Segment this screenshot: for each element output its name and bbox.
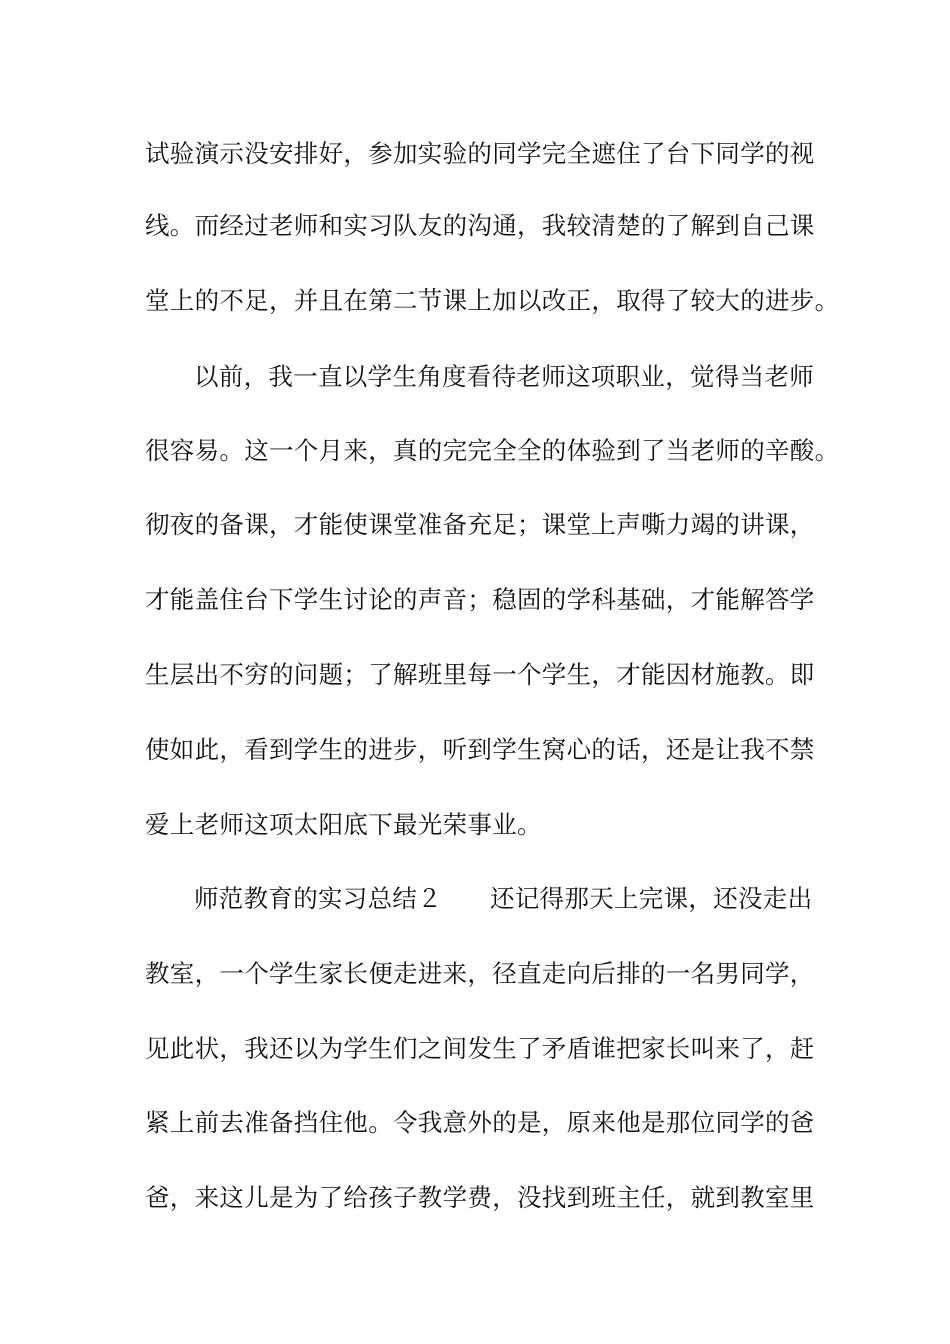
text-line: 线。而经过老师和实习队友的沟通，我较清楚的了解到自己课 bbox=[145, 211, 815, 240]
text-line: 彻夜的备课，才能使课堂准备充足；课堂上声嘶力竭的讲课， bbox=[145, 510, 815, 539]
section-heading-line bbox=[194, 884, 812, 914]
text-line: 还记得那天上完课，还没走出 bbox=[490, 884, 813, 913]
text-line: 才能盖住台下学生讨论的声音；稳固的学科基础，才能解答学 bbox=[145, 585, 815, 614]
text-line: 紧上前去准备挡住他。令我意外的是，原来他是那位同学的爸 bbox=[145, 1108, 815, 1137]
section-heading: 师范教育的实习总结２ bbox=[194, 884, 442, 913]
text-line: 爱上老师这项太阳底下最光荣事业。 bbox=[145, 810, 542, 839]
text-line: 教室，一个学生家长便走进来，径直走向后排的一名男同学， bbox=[145, 959, 815, 988]
text-line: 爸，来这儿是为了给孩子教学费，没找到班主任，就到教室里 bbox=[145, 1183, 815, 1212]
text-line: 以前，我一直以学生角度看待老师这项职业，觉得当老师 bbox=[194, 362, 814, 391]
text-line: 很容易。这一个月来，真的完完全全的体验到了当老师的辛酸。 bbox=[145, 436, 840, 465]
text-line: 试验演示没安排好，参加实验的同学完全遮住了台下同学的视 bbox=[145, 139, 815, 168]
text-line: 见此状，我还以为学生们之间发生了矛盾谁把家长叫来了，赶 bbox=[145, 1034, 815, 1063]
text-line: 堂上的不足，并且在第二节课上加以改正，取得了较大的进步。 bbox=[145, 286, 840, 315]
text-line: 生层出不穷的问题；了解班里每一个学生，才能因材施教。即 bbox=[145, 660, 815, 689]
text-line: 使如此，看到学生的进步，听到学生窝心的话，还是让我不禁 bbox=[145, 735, 815, 764]
